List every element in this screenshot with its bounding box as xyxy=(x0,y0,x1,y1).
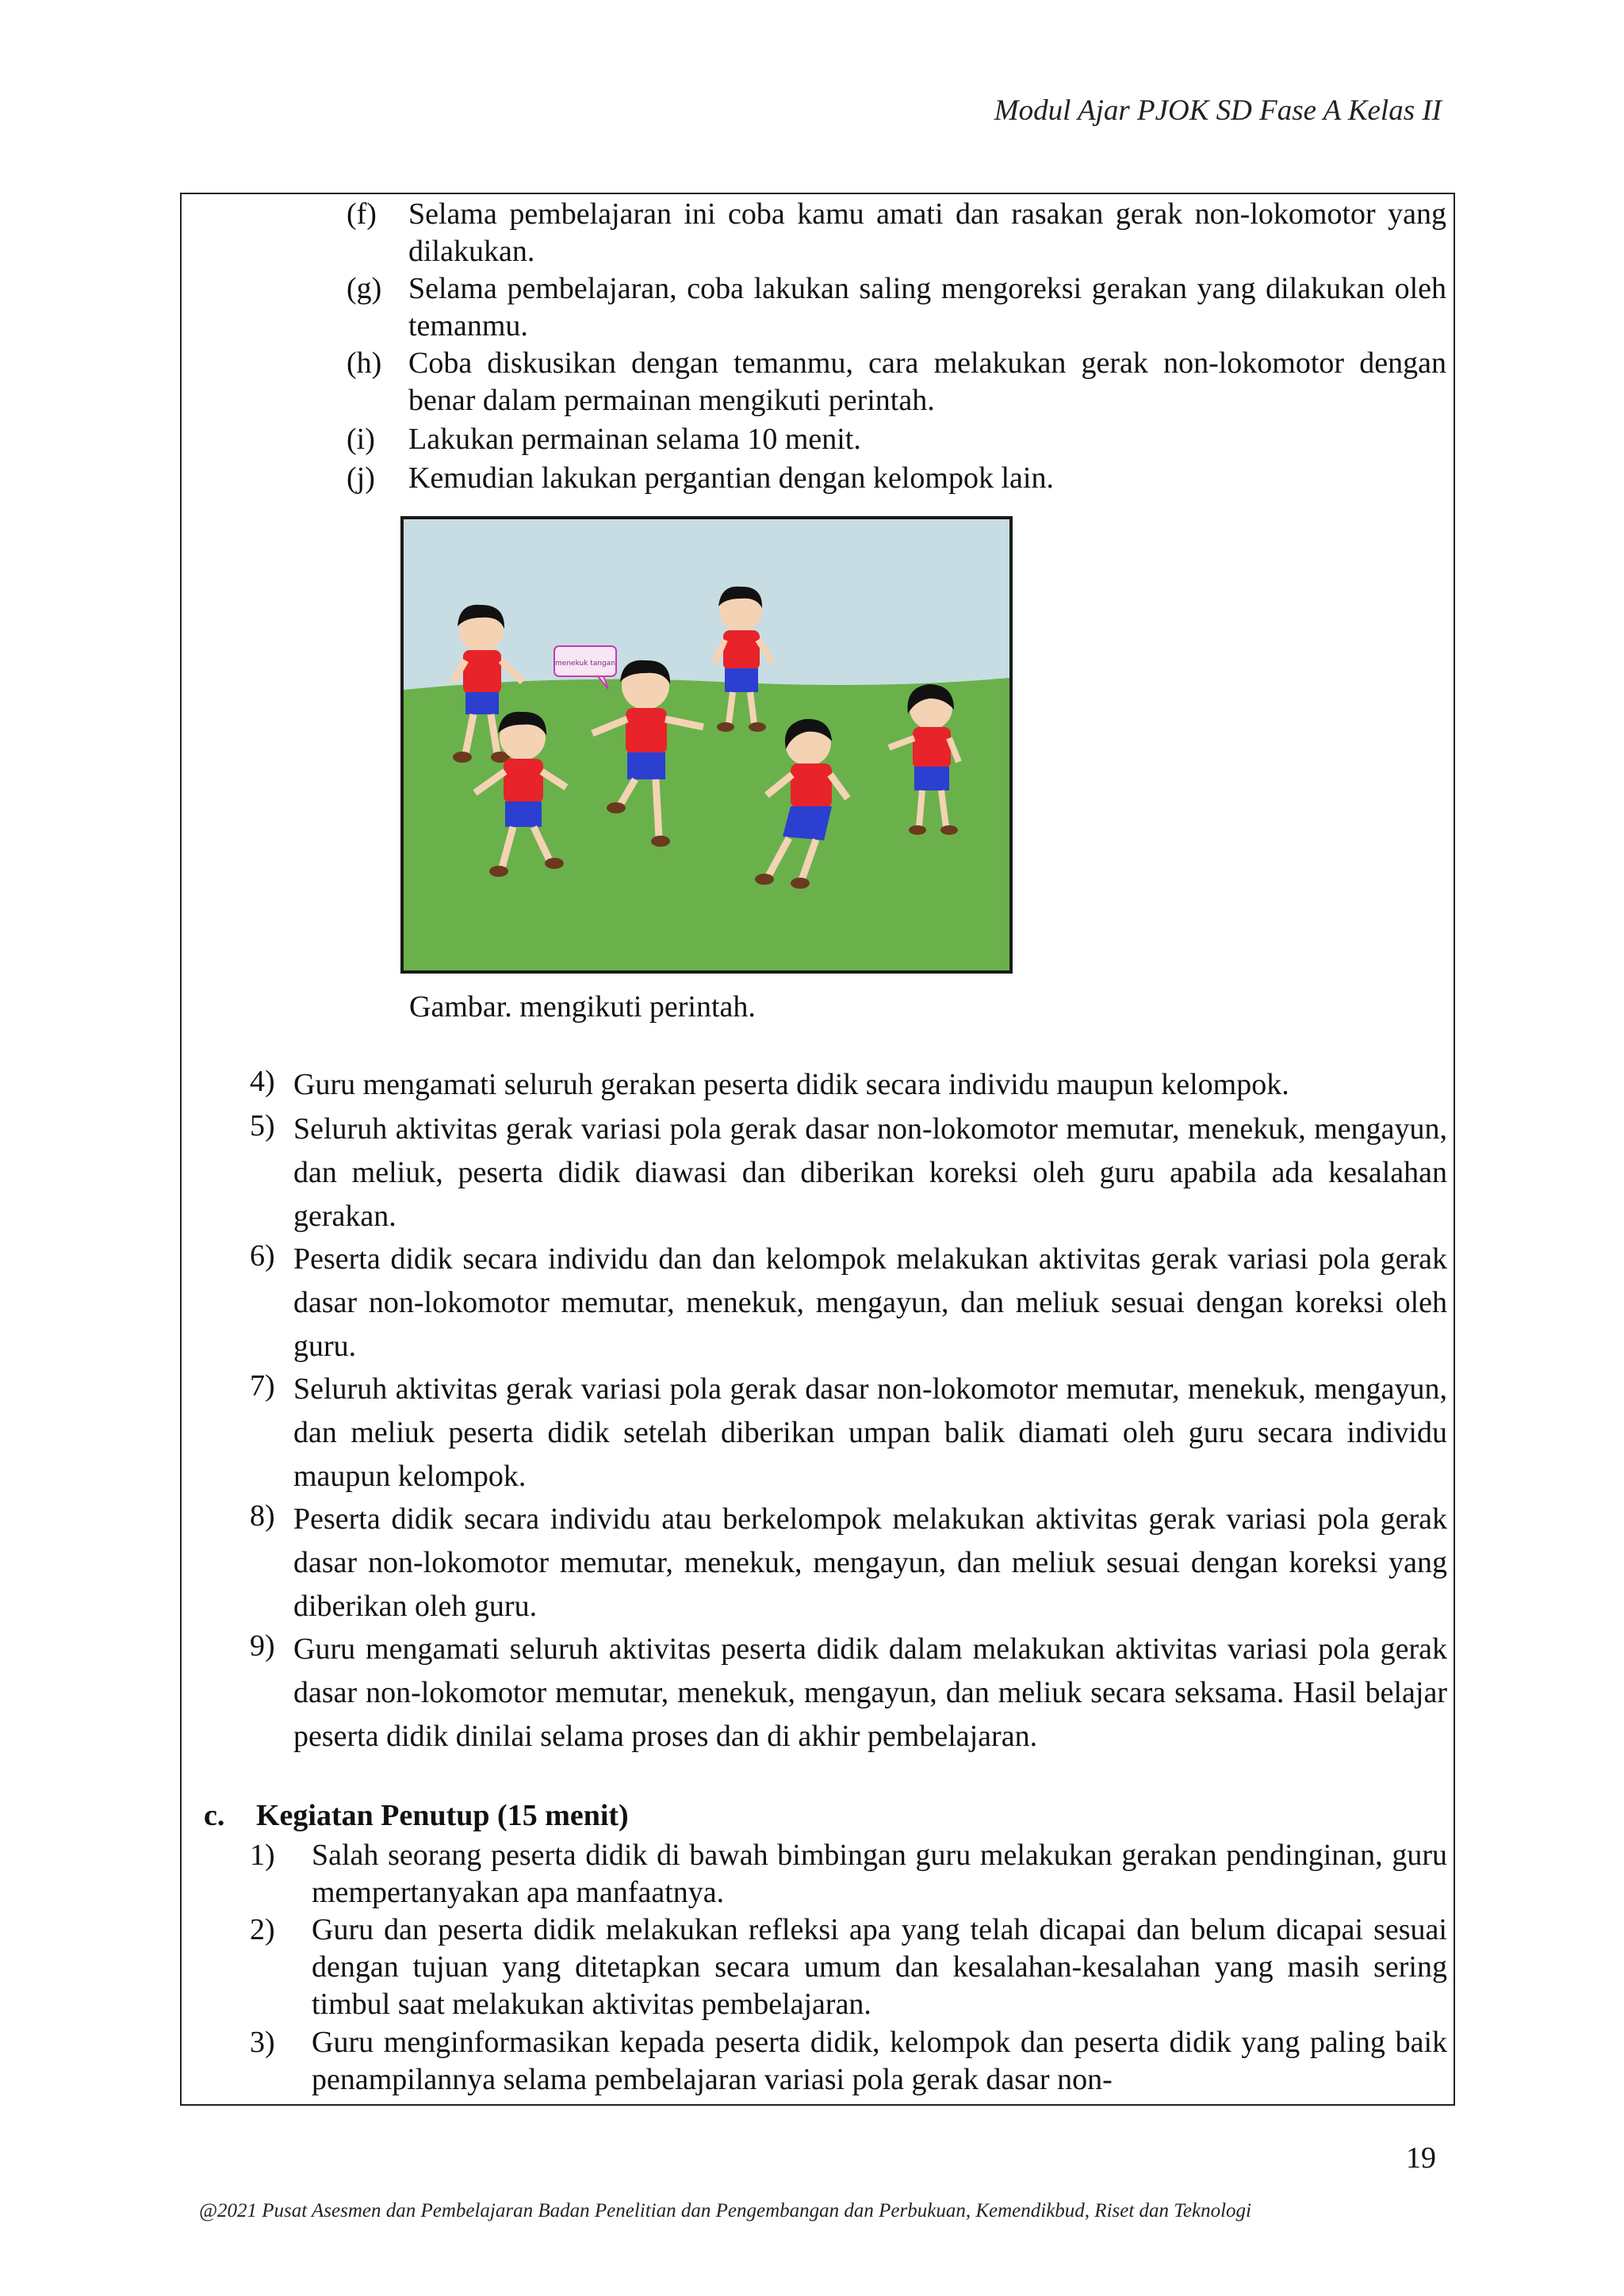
closing-item-1 xyxy=(250,1837,1447,1911)
step-j xyxy=(347,460,1446,497)
step-i xyxy=(347,421,1446,458)
item-label: 8) xyxy=(250,1499,275,1533)
list-item-4 xyxy=(250,1063,1447,1107)
step-text: Kemudian lakukan pergantian dengan kelompok lain. xyxy=(408,461,1054,495)
section-heading xyxy=(204,1798,629,1833)
step-text: Coba diskusikan dengan temanmu, cara melakukan gerak non-lokomotor dengan benar dalam permainan mengikuti perintah. xyxy=(408,346,1446,417)
item-label: 7) xyxy=(250,1369,275,1402)
figure-caption: Gambar. mengikuti perintah. xyxy=(409,990,756,1024)
step-label: (i) xyxy=(347,423,375,456)
item-text: Seluruh aktivitas gerak variasi pola gerak dasar non-lokomotor memutar, menekuk, mengayun, dan meliuk, peserta didik diawasi dan diberikan koreksi oleh guru apabila ada kesalahan gerakan. xyxy=(293,1112,1447,1233)
footer-copyright: @2021 Pusat Asesmen dan Pembelajaran Badan Penelitian dan Pengembangan dan Perbukuan, Kemendikbud, Riset dan Teknologi xyxy=(199,2200,1251,2221)
step-label: (f) xyxy=(347,197,377,231)
item-label: 2) xyxy=(250,1913,275,1946)
step-h xyxy=(347,345,1446,419)
item-text: Guru mengamati seluruh aktivitas peserta didik dalam melakukan aktivitas variasi pola gerak dasar non-lokomotor memutar, menekuk, mengayun, dan meliuk secara seksama. Hasil belajar peserta didik dinilai selama proses dan di akhir pembelajaran. xyxy=(293,1632,1447,1753)
item-text: Peserta didik secara individu dan dan kelompok melakukan aktivitas gerak variasi pola gerak dasar non-lokomotor memutar, menekuk, mengayun, dan meliuk sesuai dengan koreksi oleh guru. xyxy=(293,1242,1447,1363)
item-text: Peserta didik secara individu atau berkelompok melakukan aktivitas gerak variasi pola gerak dasar non-lokomotor memutar, menekuk, mengayun, dan meliuk sesuai dengan koreksi yang diberikan oleh guru. xyxy=(293,1502,1447,1623)
item-label: 1) xyxy=(250,1839,275,1872)
item-label: 4) xyxy=(250,1065,275,1098)
item-text: Seluruh aktivitas gerak variasi pola gerak dasar non-lokomotor memutar, menekuk, mengayun, dan meliuk peserta didik setelah diberikan umpan balik diamati oleh guru secara individu maupun kelompok. xyxy=(293,1372,1447,1493)
illustration-svg xyxy=(404,519,1009,970)
page-number: 19 xyxy=(1406,2141,1436,2175)
item-label: 9) xyxy=(250,1629,275,1663)
closing-item-3 xyxy=(250,2024,1447,2099)
item-text: Guru mengamati seluruh gerakan peserta didik secara individu maupun kelompok. xyxy=(293,1068,1289,1101)
step-g xyxy=(347,270,1446,345)
list-item-9 xyxy=(250,1628,1447,1758)
step-f xyxy=(347,196,1446,270)
step-label: (h) xyxy=(347,346,382,380)
list-item-7 xyxy=(250,1368,1447,1498)
item-label: 5) xyxy=(250,1109,275,1142)
section-label: c. xyxy=(204,1799,225,1832)
item-label: 3) xyxy=(250,2026,275,2059)
list-item-8 xyxy=(250,1498,1447,1628)
step-label: (j) xyxy=(347,461,375,495)
item-label: 6) xyxy=(250,1239,275,1272)
running-header: Modul Ajar PJOK SD Fase A Kelas II xyxy=(994,94,1442,127)
section-title: Kegiatan Penutup (15 menit) xyxy=(256,1799,629,1832)
item-text: Guru dan peserta didik melakukan refleksi apa yang telah dicapai dan belum dicapai sesuai dengan tujuan yang ditetapkan secara umum dan kesalahan-kesalahan yang masih sering timbul saat melakukan aktivitas pembelajaran. xyxy=(312,1913,1447,2021)
speech-bubble-text: menekuk tangan xyxy=(555,660,615,668)
illustration-children-playing xyxy=(400,516,1013,974)
item-text: Salah seorang peserta didik di bawah bimbingan guru melakukan gerakan pendinginan, guru mempertanyakan apa manfaatnya. xyxy=(312,1839,1447,1909)
closing-item-2 xyxy=(250,1911,1447,2023)
list-item-5 xyxy=(250,1108,1447,1238)
step-text: Lakukan permainan selama 10 menit. xyxy=(408,423,861,456)
item-text: Guru menginformasikan kepada peserta didik, kelompok dan peserta didik yang paling baik penampilannya selama pembelajaran variasi pola gerak dasar non- xyxy=(312,2026,1447,2096)
step-label: (g) xyxy=(347,272,382,305)
step-text: Selama pembelajaran, coba lakukan saling mengoreksi gerakan yang dilakukan oleh temanmu. xyxy=(408,272,1446,342)
list-item-6 xyxy=(250,1238,1447,1368)
step-text: Selama pembelajaran ini coba kamu amati dan rasakan gerak non-lokomotor yang dilakukan. xyxy=(408,197,1446,268)
